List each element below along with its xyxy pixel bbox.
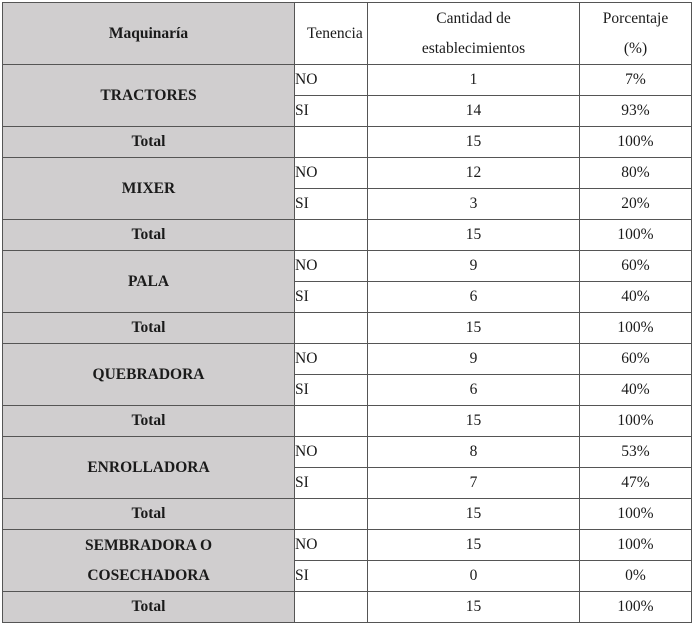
porcentaje-cell: 60%: [580, 251, 692, 282]
total-row: [3, 127, 692, 158]
table-row: [3, 530, 692, 561]
porcentaje-cell: 47%: [580, 468, 692, 499]
table-row: [3, 251, 692, 282]
empty-cell: [295, 499, 368, 530]
tenencia-cell: SI: [295, 375, 368, 406]
total-cantidad: 15: [368, 499, 580, 530]
porcentaje-cell: 40%: [580, 282, 692, 313]
empty-cell: [295, 592, 368, 623]
total-label: Total: [3, 592, 295, 623]
header-tenencia: Tenencia: [295, 3, 368, 65]
header-machinery: Maquinaría: [3, 3, 295, 65]
header-porcentaje: Porcentaje (%): [580, 3, 692, 65]
tenencia-cell: NO: [295, 344, 368, 375]
empty-cell: [295, 313, 368, 344]
header-row: [3, 3, 692, 65]
cantidad-cell: 6: [368, 375, 580, 406]
tenencia-cell: NO: [295, 65, 368, 96]
total-label: Total: [3, 127, 295, 158]
tenencia-cell: NO: [295, 158, 368, 189]
porcentaje-cell: 100%: [580, 530, 692, 561]
cantidad-cell: 6: [368, 282, 580, 313]
total-row: [3, 499, 692, 530]
total-cantidad: 15: [368, 592, 580, 623]
tenencia-cell: NO: [295, 437, 368, 468]
porcentaje-cell: 80%: [580, 158, 692, 189]
cantidad-cell: 9: [368, 251, 580, 282]
cantidad-cell: 7: [368, 468, 580, 499]
total-row: [3, 406, 692, 437]
total-cantidad: 15: [368, 220, 580, 251]
total-cantidad: 15: [368, 406, 580, 437]
machine-name: ENROLLADORA: [3, 437, 295, 499]
porcentaje-cell: 53%: [580, 437, 692, 468]
table-row: [3, 344, 692, 375]
porcentaje-cell: 7%: [580, 65, 692, 96]
table-row: [3, 65, 692, 96]
tenencia-cell: SI: [295, 468, 368, 499]
table-row: [3, 437, 692, 468]
empty-cell: [295, 406, 368, 437]
porcentaje-cell: 40%: [580, 375, 692, 406]
machine-name: PALA: [3, 251, 295, 313]
tenencia-cell: SI: [295, 189, 368, 220]
cantidad-cell: 15: [368, 530, 580, 561]
cantidad-cell: 1: [368, 65, 580, 96]
cantidad-cell: 9: [368, 344, 580, 375]
total-porcentaje: 100%: [580, 592, 692, 623]
tenencia-cell: SI: [295, 282, 368, 313]
table-row: [3, 158, 692, 189]
total-porcentaje: 100%: [580, 127, 692, 158]
porcentaje-cell: 93%: [580, 96, 692, 127]
total-porcentaje: 100%: [580, 499, 692, 530]
total-label: Total: [3, 220, 295, 251]
empty-cell: [295, 220, 368, 251]
total-cantidad: 15: [368, 127, 580, 158]
total-label: Total: [3, 313, 295, 344]
total-row: [3, 313, 692, 344]
tenencia-cell: NO: [295, 530, 368, 561]
tenencia-cell: SI: [295, 561, 368, 592]
porcentaje-cell: 60%: [580, 344, 692, 375]
machine-name: MIXER: [3, 158, 295, 220]
total-porcentaje: 100%: [580, 406, 692, 437]
total-label: Total: [3, 406, 295, 437]
cantidad-cell: 12: [368, 158, 580, 189]
total-label: Total: [3, 499, 295, 530]
total-row: [3, 592, 692, 623]
total-row: [3, 220, 692, 251]
machine-name: QUEBRADORA: [3, 344, 295, 406]
cantidad-cell: 3: [368, 189, 580, 220]
tenencia-cell: NO: [295, 251, 368, 282]
total-porcentaje: 100%: [580, 220, 692, 251]
machine-name: TRACTORES: [3, 65, 295, 127]
empty-cell: [295, 127, 368, 158]
total-porcentaje: 100%: [580, 313, 692, 344]
tenencia-cell: SI: [295, 96, 368, 127]
cantidad-cell: 0: [368, 561, 580, 592]
porcentaje-cell: 0%: [580, 561, 692, 592]
porcentaje-cell: 20%: [580, 189, 692, 220]
header-cantidad: Cantidad de establecimientos: [368, 3, 580, 65]
machinery-table: [2, 2, 692, 623]
machine-name: SEMBRADORA O COSECHADORA: [3, 530, 295, 592]
cantidad-cell: 14: [368, 96, 580, 127]
total-cantidad: 15: [368, 313, 580, 344]
cantidad-cell: 8: [368, 437, 580, 468]
